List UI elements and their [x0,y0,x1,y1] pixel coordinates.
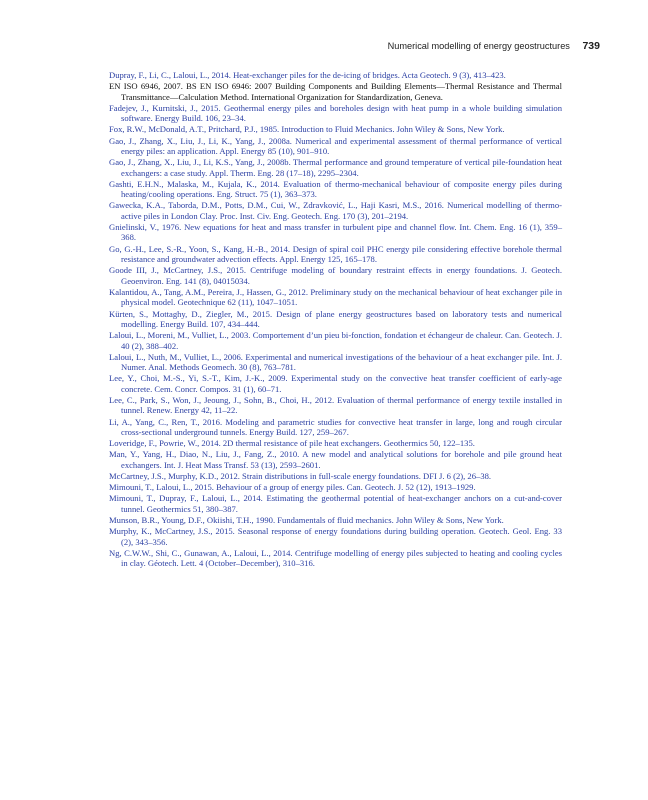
reference-entry: EN ISO 6946, 2007. BS EN ISO 6946: 2007 Building Components and Building Elements—Thermal Resistance and Thermal Transmittance—Calculation Method. International Organization for Standardization, Geneva. [109,81,562,102]
running-header [388,40,600,52]
reference-list [109,70,562,569]
reference-entry[interactable]: Goode III, J., McCartney, J.S., 2015. Centrifuge modeling of boundary restraint effects in energy foundations. J. Geotech. Geoenviron. Eng. 141 (8), 04015034. [109,265,562,286]
reference-entry[interactable]: Fadejev, J., Kurnitski, J., 2015. Geothermal energy piles and boreholes design with heat pump in a whole building simulation software. Energy Build. 106, 23–34. [109,102,562,124]
reference-entry[interactable]: Lee, Y., Choi, M.-S., Yi, S.-T., Kim, J.-K., 2009. Experimental study on the convective heat transfer coefficient of early-age concrete. Cem. Concr. Compos. 31 (1), 60–71. [109,373,562,394]
page-number: 739 [582,40,600,52]
reference-entry[interactable]: Dupray, F., Li, C., Laloui, L., 2014. Heat-exchanger piles for the de-icing of bridges. Acta Geotech. 9 (3), 413–423. [109,70,506,80]
reference-entry[interactable]: McCartney, J.S., Murphy, K.D., 2012. Strain distributions in full-scale energy foundations. DFI J. 6 (2), 26–38. [109,470,492,481]
reference-entry[interactable]: Man, Y., Yang, H., Diao, N., Liu, J., Fang, Z., 2010. A new model and analytical solutions for borehole and pile ground heat exchangers. Int. J. Heat Mass Transf. 53 (13), 2593–2601. [109,449,562,470]
reference-entry[interactable]: Murphy, K., McCartney, J.S., 2015. Seasonal response of energy foundations during building operation. Geotech. Geol. Eng. 33 (2), 343–356. [109,526,562,547]
running-title: Numerical modelling of energy geostructures [387,41,570,51]
reference-entry[interactable]: Munson, B.R., Young, D.F., Okiishi, T.H., 1990. Fundamentals of fluid mechanics. John Wiley & Sons, New York. [109,514,504,525]
reference-entry[interactable]: Mimouni, T., Dupray, F., Laloui, L., 2014. Estimating the geothermal potential of heat-exchanger anchors on a cut-and-cover tunnel. Geothermics 51, 380–387. [109,493,562,514]
reference-entry[interactable]: Ng, C.W.W., Shi, C., Gunawan, A., Laloui, L., 2014. Centrifuge modelling of energy piles subjected to heating and cooling cycles in clay. Géotech. Lett. 4 (October–December), 310–316. [109,547,562,569]
reference-entry[interactable]: Kürten, S., Mottaghy, D., Ziegler, M., 2015. Design of plane energy geostructures based on laboratory tests and numerical modelling. Energy Build. 107, 434–444. [109,308,562,329]
reference-entry[interactable]: Fox, R.W., McDonald, A.T., Pritchard, P.J., 1985. Introduction to Fluid Mechanics. John Wiley & Sons, New York. [109,124,505,135]
reference-entry[interactable]: Li, A., Yang, C., Ren, T., 2016. Modeling and parametric studies for convective heat transfer in large, long and rough circular cross-sectional underground tunnels. Energy Build. 127, 259–267. [109,416,562,437]
reference-entry[interactable]: Gao, J., Zhang, X., Liu, J., Li, K., Yang, J., 2008a. Numerical and experimental assessment of thermal performance of vertical energy piles: an application. Appl. Energy 85 (10), 901–910. [109,135,562,157]
reference-entry[interactable]: Gao, J., Zhang, X., Liu, J., Li, K.S., Yang, J., 2008b. Thermal performance and ground temperature of vertical pile-foundation heat exchangers: a case study. Appl. Therm. Eng. 28 (17–18), 2295–2304. [109,157,562,178]
reference-entry[interactable]: Loveridge, F., Powrie, W., 2014. 2D thermal resistance of pile heat exchangers. Geothermics 50, 122–135. [109,438,475,449]
reference-entry[interactable]: Laloui, L., Moreni, M., Vulliet, L., 2003. Comportement d’un pieu bi-fonction, fondation et échangeur de chaleur. Can. Geotech. J. 40 (2), 388–402. [109,330,562,351]
reference-entry[interactable]: Laloui, L., Nuth, M., Vulliet, L., 2006. Experimental and numerical investigations of the behaviour of a heat exchanger pile. Int. J. Numer. Anal. Methods Geomech. 30 (8), 763–781. [109,351,562,373]
reference-entry[interactable]: Lee, C., Park, S., Won, J., Jeoung, J., Sohn, B., Choi, H., 2012. Evaluation of thermal performance of energy textile installed in tunnel. Renew. Energy 42, 11–22. [109,394,562,416]
reference-entry[interactable]: Gnielinski, V., 1976. New equations for heat and mass transfer in turbulent pipe and channel flow. Int. Chem. Eng. 16 (1), 359–368. [109,222,562,243]
reference-entry[interactable]: Gashti, E.H.N., Malaska, M., Kujala, K., 2014. Evaluation of thermo-mechanical behaviour of composite energy piles during heating/cooling operations. Eng. Struct. 75 (1), 363–373. [109,178,562,200]
reference-entry[interactable]: Go, G.-H., Lee, S.-R., Yoon, S., Kang, H.-B., 2014. Design of spiral coil PHC energy pile considering effective borehole thermal resistance and groundwater advection effects. Appl. Energy 125, 165–178. [109,243,562,265]
reference-entry[interactable]: Mimouni, T., Laloui, L., 2015. Behaviour of a group of energy piles. Can. Geotech. J. 52 (12), 1913–1929. [109,482,476,493]
reference-entry[interactable]: Kalantidou, A., Tang, A.M., Pereira, J., Hassen, G., 2012. Preliminary study on the mechanical behaviour of heat exchanger pile in physical model. Geotechnique 62 (11), 1047–1051. [109,286,562,308]
reference-entry[interactable]: Gawecka, K.A., Taborda, D.M., Potts, D.M., Cui, W., Zdravković, L., Haji Kasri, M.S., 2016. Numerical modelling of thermo-active piles in London Clay. Proc. Inst. Civ. Eng. Geotech. Eng. 170 (3), 201–2194. [109,200,562,221]
